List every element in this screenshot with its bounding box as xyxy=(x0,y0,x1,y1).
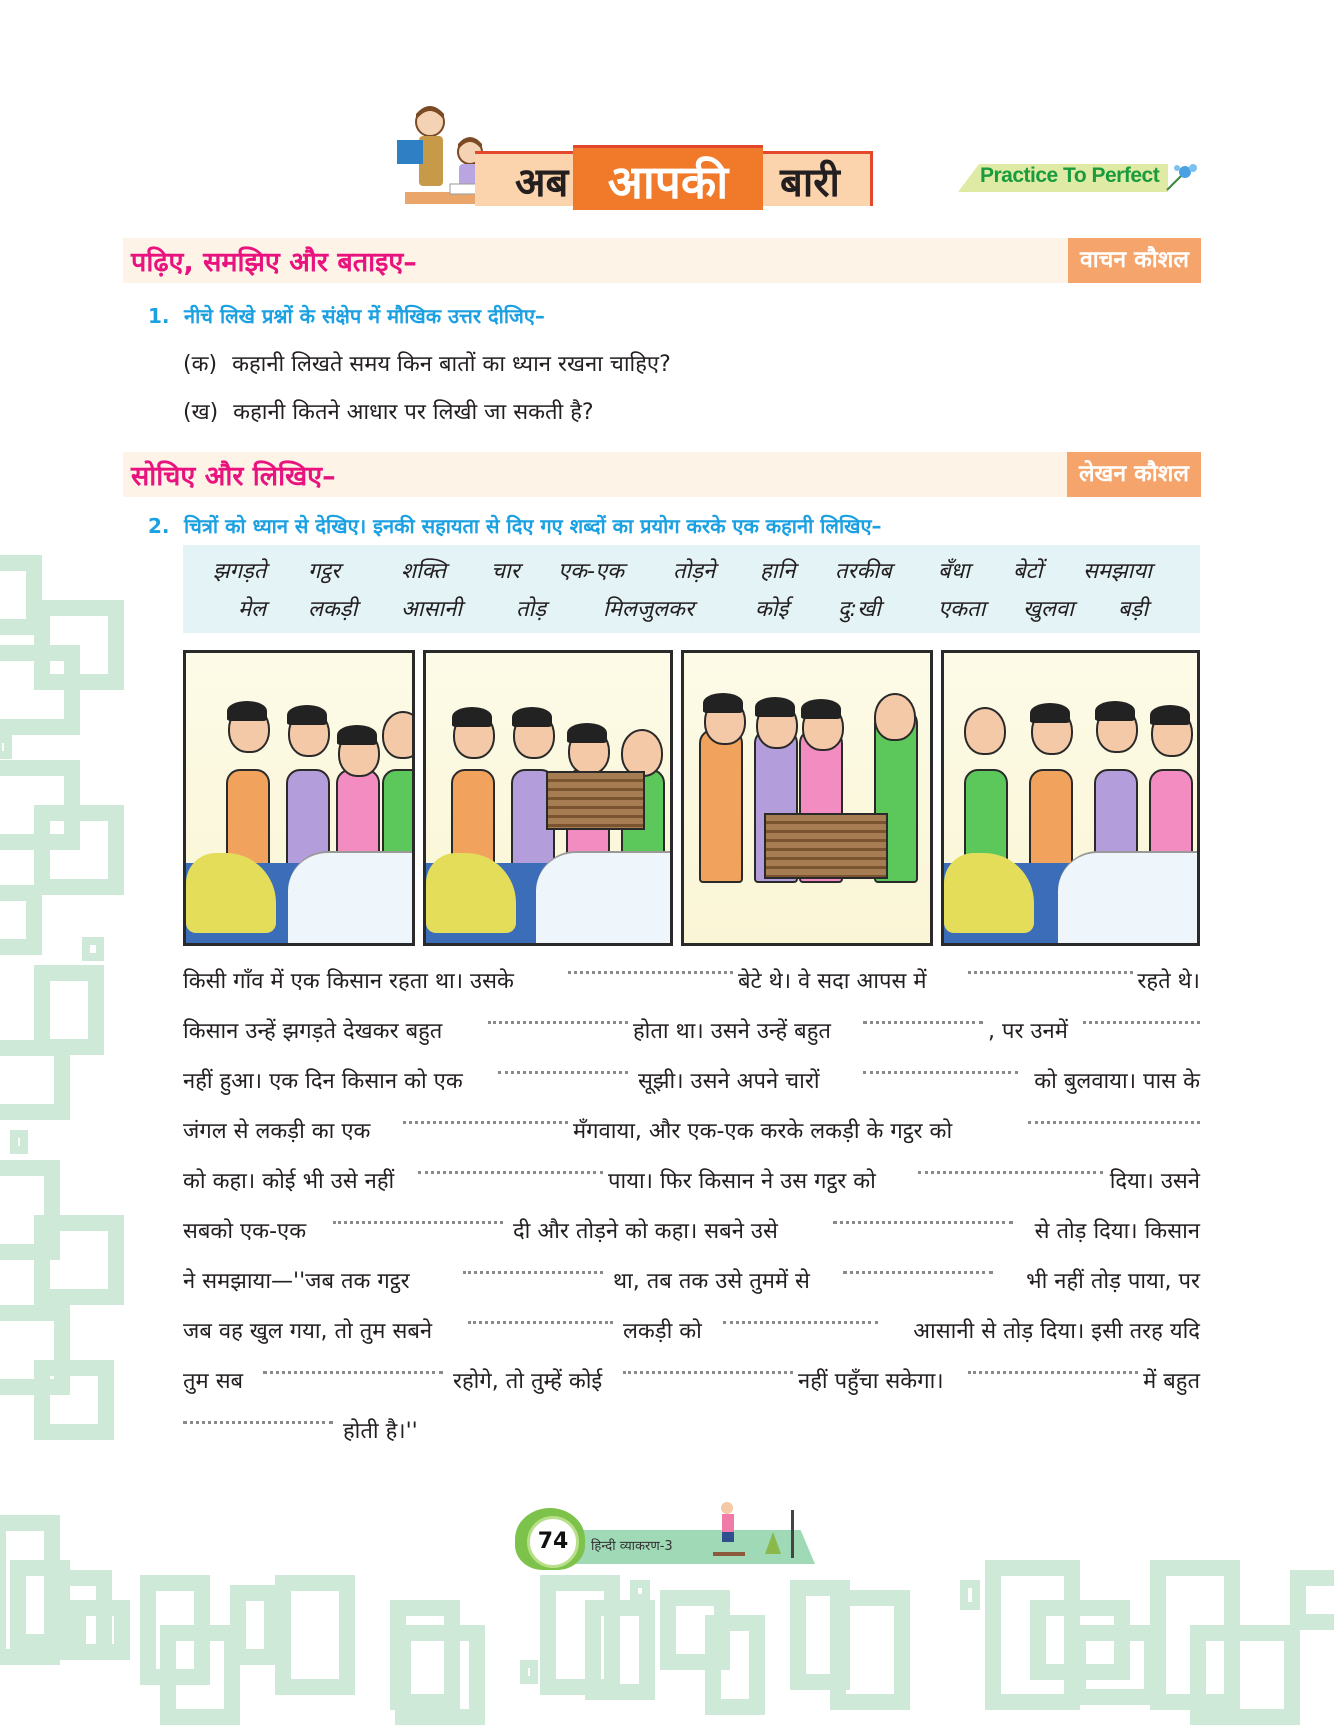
word: तरकीब xyxy=(835,559,892,584)
skill-tag-writing: लेखन कौशल xyxy=(1067,452,1201,497)
story-line-5 xyxy=(183,1165,1200,1215)
word: चार xyxy=(491,559,520,584)
word: गट्ठर xyxy=(308,559,341,584)
blank-field[interactable] xyxy=(183,1421,333,1428)
practice-to-perfect-tag xyxy=(958,160,1198,196)
blank-field[interactable] xyxy=(488,1021,628,1028)
blank-field[interactable] xyxy=(1083,1021,1200,1028)
flower-icon xyxy=(1163,160,1199,194)
question-2 xyxy=(148,512,882,539)
book-title: हिन्दी व्याकरण-3 xyxy=(591,1539,673,1554)
section-read-understand-tell xyxy=(123,238,1201,283)
story-text: होती है।'' xyxy=(343,1419,418,1444)
story-line-8 xyxy=(183,1315,1200,1365)
story-text: , पर उनमें xyxy=(988,1019,1068,1044)
word: हानि xyxy=(760,559,796,584)
story-text: भी नहीं तोड़ पाया, पर xyxy=(1026,1269,1200,1294)
story-text: होता था। उसने उन्हें बहुत xyxy=(633,1019,831,1044)
blank-field[interactable] xyxy=(863,1021,983,1028)
blank-field[interactable] xyxy=(1028,1121,1200,1128)
comic-strip xyxy=(183,650,1200,950)
word: बँधा xyxy=(938,559,970,584)
story-line-9 xyxy=(183,1365,1200,1415)
blank-field[interactable] xyxy=(968,1371,1138,1378)
blank-field[interactable] xyxy=(568,971,733,978)
story-line-7 xyxy=(183,1265,1200,1315)
banner-word-2: आपकी xyxy=(607,155,729,209)
word-bank xyxy=(183,545,1200,633)
skill-tag-reading: वाचन कौशल xyxy=(1068,238,1201,283)
story-text: दी और तोड़ने को कहा। सबने उसे xyxy=(513,1219,778,1244)
story-text: रहोगे, तो तुम्हें कोई xyxy=(453,1369,603,1394)
skateboard-boy-icon xyxy=(705,1500,805,1566)
blank-field[interactable] xyxy=(263,1371,443,1378)
story-text: नहीं पहुँचा सकेगा। xyxy=(798,1369,944,1394)
word: कोई xyxy=(755,597,789,622)
blank-field[interactable] xyxy=(843,1271,993,1278)
story-text: था, तब तक उसे तुममें से xyxy=(613,1269,810,1294)
question-text: नीचे लिखे प्रश्नों के संक्षेप में मौखिक उत्तर दीजिए– xyxy=(184,304,545,328)
item-text: कहानी लिखते समय किन बातों का ध्यान रखना चाहिए? xyxy=(232,352,671,377)
blank-field[interactable] xyxy=(333,1221,503,1228)
story-text: नहीं हुआ। एक दिन किसान को एक xyxy=(183,1069,463,1094)
page-footer xyxy=(515,1508,815,1568)
word: बड़ी xyxy=(1118,597,1149,622)
word: शक्ति xyxy=(401,559,446,584)
story-text: मँगवाया, और एक-एक करके लकड़ी के गट्ठर को xyxy=(573,1119,953,1144)
question-number: 1. xyxy=(148,304,170,328)
story-text: बेटे थे। वे सदा आपस में xyxy=(738,969,927,994)
item-text: कहानी कितने आधार पर लिखी जा सकती है? xyxy=(233,400,594,425)
story-text: में बहुत xyxy=(1143,1369,1200,1394)
story-text: दिया। उसने xyxy=(1109,1169,1200,1194)
question-number: 2. xyxy=(148,514,170,538)
blank-field[interactable] xyxy=(468,1321,613,1328)
section-think-and-write xyxy=(123,452,1201,497)
blank-field[interactable] xyxy=(968,971,1133,978)
word: बेटों xyxy=(1013,559,1043,584)
story-line-6 xyxy=(183,1215,1200,1265)
story-text: लकड़ी को xyxy=(623,1319,702,1344)
item-label: (ख) xyxy=(183,400,219,425)
blank-field[interactable] xyxy=(723,1321,878,1328)
question-1-item-b xyxy=(183,396,594,426)
blank-field[interactable] xyxy=(463,1271,603,1278)
blank-field[interactable] xyxy=(498,1071,628,1078)
comic-panel-4 xyxy=(941,650,1200,946)
story-text: किसी गाँव में एक किसान रहता था। उसके xyxy=(183,969,514,994)
item-label: (क) xyxy=(183,352,218,377)
question-text: चित्रों को ध्यान से देखिए। इनकी सहायता से दिए गए शब्दों का प्रयोग करके एक कहानी लिखिए– xyxy=(184,514,882,538)
word: तोड़ xyxy=(516,597,547,622)
word: लकड़ी xyxy=(308,597,358,622)
story-fill-in xyxy=(183,965,1200,1465)
blank-field[interactable] xyxy=(403,1121,568,1128)
story-text: पाया। फिर किसान ने उस गट्ठर को xyxy=(608,1169,876,1194)
story-line-10 xyxy=(183,1415,1200,1465)
word: मिलजुलकर xyxy=(603,597,694,622)
story-line-3 xyxy=(183,1065,1200,1115)
blank-field[interactable] xyxy=(623,1371,793,1378)
word: खुलवा xyxy=(1023,597,1074,622)
word: एक-एक xyxy=(558,559,625,584)
blank-field[interactable] xyxy=(833,1221,1013,1228)
banner-word-3: बारी xyxy=(780,160,840,206)
story-line-1 xyxy=(183,965,1200,1015)
word: झगड़ते xyxy=(213,559,267,584)
question-1-item-a xyxy=(183,348,671,378)
story-line-4 xyxy=(183,1115,1200,1165)
section-title: पढ़िए, समझिए और बताइए– xyxy=(131,247,417,278)
word: दु:खी xyxy=(838,597,881,622)
blank-field[interactable] xyxy=(863,1071,1018,1078)
practice-tagline: Practice To Perfect xyxy=(980,164,1160,187)
story-text: रहते थे। xyxy=(1137,969,1200,994)
story-text: को बुलवाया। पास के xyxy=(1034,1069,1200,1094)
story-text: सबको एक-एक xyxy=(183,1219,307,1244)
story-text: को कहा। कोई भी उसे नहीं xyxy=(183,1169,395,1194)
banner-word-1: अब xyxy=(515,160,569,206)
blank-field[interactable] xyxy=(918,1171,1103,1178)
story-text: से तोड़ दिया। किसान xyxy=(1034,1219,1200,1244)
story-text: तुम सब xyxy=(183,1369,244,1394)
story-text: किसान उन्हें झगड़ते देखकर बहुत xyxy=(183,1019,443,1044)
story-text: सूझी। उसने अपने चारों xyxy=(638,1069,820,1094)
story-text: आसानी से तोड़ दिया। इसी तरह यदि xyxy=(913,1319,1200,1344)
comic-panel-2 xyxy=(423,650,673,946)
story-text: जब वह खुल गया, तो तुम सबने xyxy=(183,1319,433,1344)
word: आसानी xyxy=(401,597,462,622)
story-line-2 xyxy=(183,1015,1200,1065)
section-title: सोचिए और लिखिए– xyxy=(131,461,336,492)
page-number: 74 xyxy=(527,1516,579,1568)
comic-panel-1 xyxy=(183,650,415,946)
ab-aapki-baari-banner xyxy=(395,145,870,209)
blank-field[interactable] xyxy=(418,1171,603,1178)
story-text: जंगल से लकड़ी का एक xyxy=(183,1119,371,1144)
word: एकता xyxy=(938,597,986,622)
comic-panel-3 xyxy=(681,650,933,946)
word: तोड़ने xyxy=(673,559,716,584)
word: मेल xyxy=(238,597,267,622)
question-1 xyxy=(148,302,545,329)
word: समझाया xyxy=(1083,559,1152,584)
story-text: ने समझाया—''जब तक गट्ठर xyxy=(183,1269,410,1294)
